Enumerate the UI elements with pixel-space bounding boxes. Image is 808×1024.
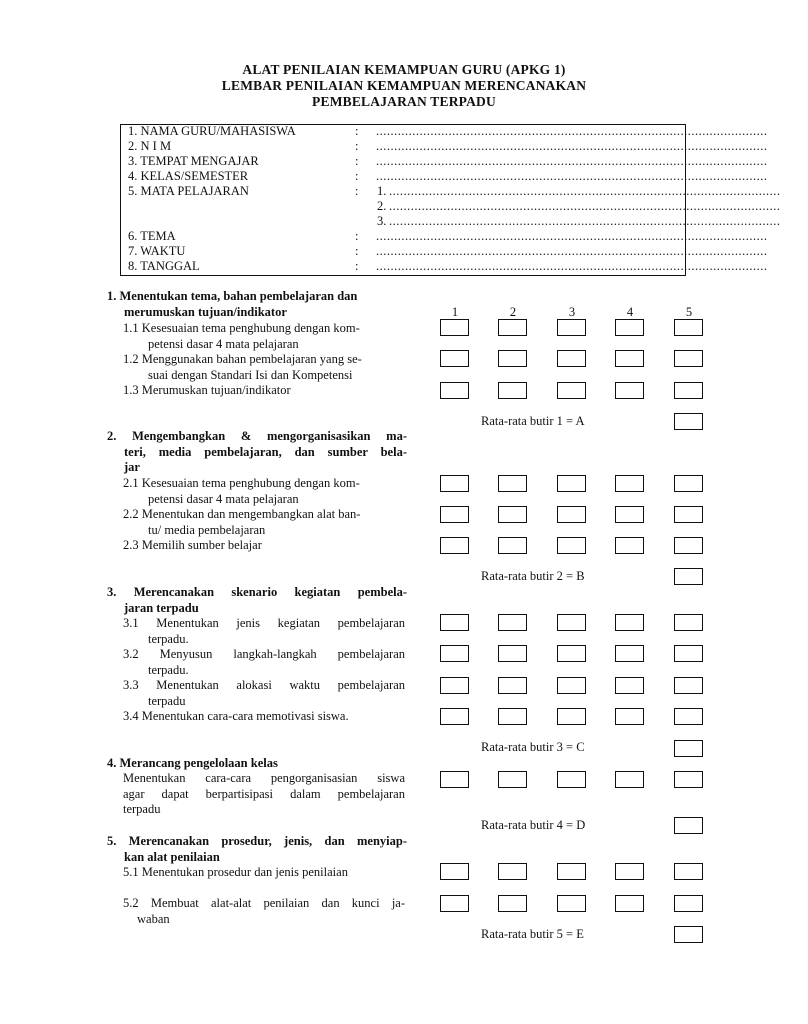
score-box[interactable] bbox=[674, 319, 703, 336]
average-label: Rata-rata butir 4 = D bbox=[481, 818, 586, 832]
field-fill-line[interactable]: ............................................................................................................ bbox=[376, 259, 768, 273]
score-box[interactable] bbox=[440, 350, 469, 367]
score-box[interactable] bbox=[674, 614, 703, 631]
field-colon: : bbox=[355, 169, 359, 183]
score-box[interactable] bbox=[498, 863, 527, 880]
field-label-place: 3. TEMPAT MENGAJAR bbox=[128, 154, 259, 168]
criterion-item: 3.3 Menentukan alokasi waktu pembelajaran terpadu bbox=[123, 678, 405, 708]
field-colon: : bbox=[355, 124, 359, 138]
criterion-item: 5.2 Membuat alat-alat penilaian dan kunci ja- waban bbox=[123, 896, 405, 926]
scale-number: 2 bbox=[509, 305, 517, 319]
criterion-item: 1.2 Menggunakan bahan pembelajaran yang se- suai dengan Standari Isi dan Kompetensi bbox=[123, 352, 362, 382]
criterion-item: 3.1 Menentukan jenis kegiatan pembelajaran terpadu. bbox=[123, 616, 405, 646]
scale-number: 3 bbox=[568, 305, 576, 319]
score-box[interactable] bbox=[557, 771, 586, 788]
score-box[interactable] bbox=[440, 382, 469, 399]
score-box[interactable] bbox=[498, 506, 527, 523]
score-box[interactable] bbox=[557, 319, 586, 336]
score-box[interactable] bbox=[557, 677, 586, 694]
average-box[interactable] bbox=[674, 740, 703, 757]
score-box[interactable] bbox=[615, 863, 644, 880]
score-box[interactable] bbox=[557, 614, 586, 631]
average-label: Rata-rata butir 1 = A bbox=[481, 414, 585, 428]
section-heading: 4. Merancang pengelolaan kelas bbox=[107, 756, 278, 770]
field-label-time: 7. WAKTU bbox=[128, 244, 186, 258]
score-box[interactable] bbox=[440, 614, 469, 631]
score-box[interactable] bbox=[557, 350, 586, 367]
average-box[interactable] bbox=[674, 926, 703, 943]
score-box[interactable] bbox=[674, 475, 703, 492]
average-label: Rata-rata butir 5 = E bbox=[481, 927, 584, 941]
score-box[interactable] bbox=[498, 677, 527, 694]
criterion-item: Menentukan cara-cara pengorganisasian siswa agar dapat berpartisipasi dalam pembelajaran terpadu bbox=[123, 771, 405, 816]
score-box[interactable] bbox=[440, 645, 469, 662]
field-colon: : bbox=[355, 244, 359, 258]
subject-number: 3. bbox=[377, 214, 387, 228]
scale-number: 4 bbox=[626, 305, 634, 319]
average-label: Rata-rata butir 3 = C bbox=[481, 740, 585, 754]
score-box[interactable] bbox=[498, 382, 527, 399]
field-label-nim: 2. N I M bbox=[128, 139, 172, 153]
score-box[interactable] bbox=[498, 350, 527, 367]
score-box[interactable] bbox=[498, 475, 527, 492]
criterion-item: 2.1 Kesesuaian tema penghubung dengan kom- petensi dasar 4 mata pelajaran bbox=[123, 476, 360, 506]
score-box[interactable] bbox=[440, 677, 469, 694]
score-box[interactable] bbox=[498, 645, 527, 662]
field-fill-line[interactable]: ............................................................................................................ bbox=[376, 154, 768, 168]
field-fill-line[interactable]: ............................................................................................................ bbox=[389, 199, 781, 213]
score-box[interactable] bbox=[440, 708, 469, 725]
score-box[interactable] bbox=[498, 537, 527, 554]
average-box[interactable] bbox=[674, 413, 703, 430]
criterion-item: 5.1 Menentukan prosedur dan jenis penilaian bbox=[123, 865, 348, 879]
score-box[interactable] bbox=[674, 771, 703, 788]
score-box[interactable] bbox=[440, 895, 469, 912]
field-label-name: 1. NAMA GURU/MAHASISWA bbox=[128, 124, 296, 138]
score-box[interactable] bbox=[440, 863, 469, 880]
field-fill-line[interactable]: ............................................................................................................ bbox=[376, 124, 768, 138]
score-box[interactable] bbox=[615, 506, 644, 523]
field-label-class: 4. KELAS/SEMESTER bbox=[128, 169, 249, 183]
score-box[interactable] bbox=[615, 319, 644, 336]
score-box[interactable] bbox=[557, 475, 586, 492]
section-heading: 3. Merencanakan skenario kegiatan pembela- jaran terpadu bbox=[107, 585, 407, 615]
score-box[interactable] bbox=[615, 708, 644, 725]
field-fill-line[interactable]: ............................................................................................................ bbox=[376, 169, 768, 183]
score-box[interactable] bbox=[615, 645, 644, 662]
field-fill-line[interactable]: ............................................................................................................ bbox=[376, 244, 768, 258]
subject-number: 2. bbox=[377, 199, 387, 213]
score-box[interactable] bbox=[557, 537, 586, 554]
field-colon: : bbox=[355, 139, 359, 153]
score-box[interactable] bbox=[615, 350, 644, 367]
field-label-date: 8. TANGGAL bbox=[128, 259, 200, 273]
section-heading: 2. Mengembangkan & mengorganisasikan ma- teri, media pembelajaran, dan sumber bela- jar bbox=[107, 429, 407, 474]
score-box[interactable] bbox=[615, 677, 644, 694]
score-box[interactable] bbox=[674, 708, 703, 725]
score-box[interactable] bbox=[498, 771, 527, 788]
section-heading: 1. Menentukan tema, bahan pembelajaran dan merumuskan tujuan/indikator bbox=[107, 289, 358, 319]
average-box[interactable] bbox=[674, 817, 703, 834]
scale-number: 5 bbox=[685, 305, 693, 319]
score-box[interactable] bbox=[615, 475, 644, 492]
field-fill-line[interactable]: ............................................................................................................ bbox=[389, 184, 781, 198]
field-colon: : bbox=[355, 154, 359, 168]
score-box[interactable] bbox=[674, 382, 703, 399]
score-box[interactable] bbox=[557, 708, 586, 725]
score-box[interactable] bbox=[440, 319, 469, 336]
field-label-subject: 5. MATA PELAJARAN bbox=[128, 184, 249, 198]
score-box[interactable] bbox=[674, 863, 703, 880]
criterion-item: 1.3 Merumuskan tujuan/indikator bbox=[123, 383, 291, 397]
subject-number: 1. bbox=[377, 184, 387, 198]
score-box[interactable] bbox=[674, 350, 703, 367]
criterion-item: 2.3 Memilih sumber belajar bbox=[123, 538, 262, 552]
score-box[interactable] bbox=[440, 475, 469, 492]
score-box[interactable] bbox=[674, 537, 703, 554]
average-label: Rata-rata butir 2 = B bbox=[481, 569, 585, 583]
score-box[interactable] bbox=[557, 863, 586, 880]
scale-number: 1 bbox=[451, 305, 459, 319]
field-colon: : bbox=[355, 229, 359, 243]
section-heading: 5. Merencanakan prosedur, jenis, dan menyiap- kan alat penilaian bbox=[107, 834, 407, 864]
score-box[interactable] bbox=[498, 708, 527, 725]
score-box[interactable] bbox=[440, 537, 469, 554]
score-box[interactable] bbox=[557, 506, 586, 523]
score-box[interactable] bbox=[674, 506, 703, 523]
field-label-theme: 6. TEMA bbox=[128, 229, 176, 243]
score-box[interactable] bbox=[557, 895, 586, 912]
score-box[interactable] bbox=[557, 382, 586, 399]
score-box[interactable] bbox=[615, 382, 644, 399]
doc-title-line-3: PEMBELAJARAN TERPADU bbox=[312, 94, 496, 109]
field-fill-line[interactable]: ............................................................................................................ bbox=[376, 229, 768, 243]
score-box[interactable] bbox=[440, 771, 469, 788]
criterion-item: 3.2 Menyusun langkah-langkah pembelajaran terpadu. bbox=[123, 647, 405, 677]
score-box[interactable] bbox=[615, 537, 644, 554]
criterion-item: 1.1 Kesesuaian tema penghubung dengan kom- petensi dasar 4 mata pelajaran bbox=[123, 321, 360, 351]
field-fill-line[interactable]: ............................................................................................................ bbox=[376, 139, 768, 153]
score-box[interactable] bbox=[615, 614, 644, 631]
score-box[interactable] bbox=[498, 614, 527, 631]
score-box[interactable] bbox=[674, 895, 703, 912]
score-box[interactable] bbox=[674, 645, 703, 662]
score-box[interactable] bbox=[615, 771, 644, 788]
score-box[interactable] bbox=[498, 895, 527, 912]
field-fill-line[interactable]: ............................................................................................................ bbox=[389, 214, 781, 228]
score-box[interactable] bbox=[498, 319, 527, 336]
score-box[interactable] bbox=[674, 677, 703, 694]
criterion-item: 2.2 Menentukan dan mengembangkan alat ban- tu/ media pembelajaran bbox=[123, 507, 361, 537]
doc-title-line-2: LEMBAR PENILAIAN KEMAMPUAN MERENCANAKAN bbox=[221, 78, 587, 93]
score-box[interactable] bbox=[557, 645, 586, 662]
criterion-item: 3.4 Menentukan cara-cara memotivasi siswa. bbox=[123, 709, 349, 723]
average-box[interactable] bbox=[674, 568, 703, 585]
identity-box bbox=[120, 124, 781, 276]
doc-title-line-1: ALAT PENILAIAN KEMAMPUAN GURU (APKG 1) bbox=[242, 62, 566, 77]
field-colon: : bbox=[355, 259, 359, 273]
score-box[interactable] bbox=[615, 895, 644, 912]
field-colon: : bbox=[355, 184, 359, 198]
score-box[interactable] bbox=[440, 506, 469, 523]
